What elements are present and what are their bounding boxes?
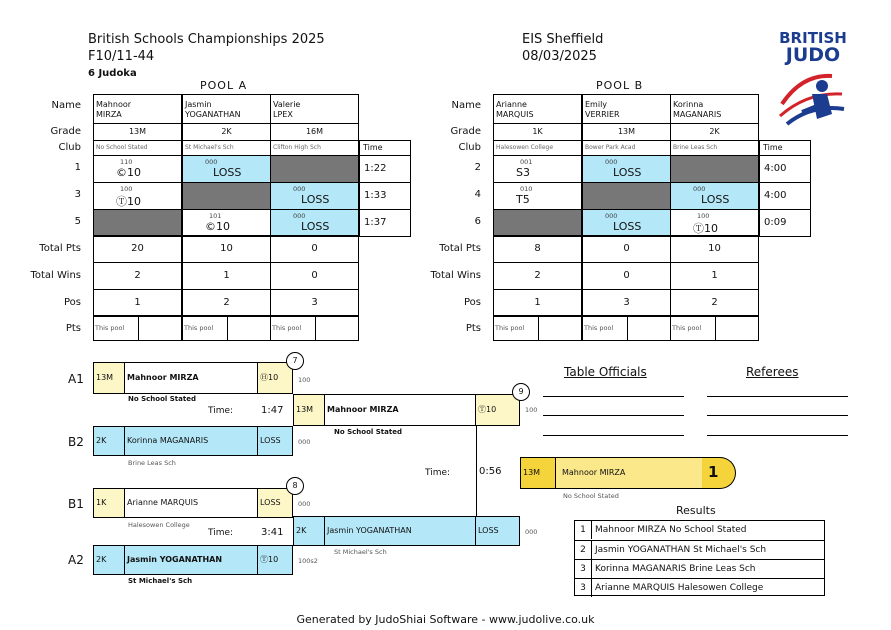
result-text: Mahnoor MIRZA No School Stated (595, 525, 747, 535)
footer-credit: Generated by JudoShiai Software - www.judolive.co.uk (296, 613, 595, 626)
sf2-b-grade: 2K (96, 555, 107, 564)
player-name-first: Jasmin (185, 100, 212, 109)
match-7-badge: 7 (286, 352, 304, 370)
match-score: 000 (605, 212, 618, 220)
sf2-b-result: Ⓣ10 (260, 555, 279, 564)
total-pts: 20 (93, 235, 182, 263)
total-wins: 2 (93, 262, 182, 290)
position: 2 (182, 289, 271, 317)
pool-b-title: POOL B (596, 79, 644, 92)
player-name-last: MARQUIS (496, 110, 534, 119)
result-place: 1 (575, 521, 592, 539)
total-pts: 10 (182, 235, 271, 263)
match-score: 000 (693, 185, 706, 193)
final-a-club: No School Stated (334, 428, 402, 436)
sf2-a-name-box (124, 488, 258, 518)
sf2-a-grade: 1K (96, 498, 107, 507)
sf2-b-club: St Michael's Sch (128, 577, 193, 585)
match-result: S3 (516, 166, 530, 179)
this-pool-cell: This pool (493, 315, 539, 341)
player-name-last: MIRZA (96, 110, 122, 119)
player-name-last: VERRIER (585, 110, 620, 119)
sf2-a-name: Arianne MARQUIS (127, 498, 199, 507)
pts-label: Pts (65, 323, 81, 334)
signature-line (707, 415, 848, 416)
sf2-b-name: Jasmin YOGANATHAN (127, 555, 223, 564)
table-officials-heading: Table Officials (564, 365, 647, 379)
sf2-b-name-box (124, 545, 258, 575)
player-name-first: Valerie (273, 100, 301, 109)
final-time: 0:56 (479, 466, 502, 477)
this-pool-cell: This pool (582, 315, 628, 341)
match-score: 001 (520, 158, 533, 166)
match-result: ©10 (116, 166, 141, 179)
winner-club: No School Stated (563, 492, 619, 500)
position: 1 (93, 289, 182, 317)
pts-label: Pts (465, 323, 481, 334)
pool-a-title: POOL A (200, 79, 248, 92)
match-result: LOSS (301, 220, 330, 233)
player-name-first: Mahnoor (96, 100, 132, 109)
time-header: Time (759, 140, 811, 156)
winner-place: 1 (708, 463, 719, 481)
result-text: Arianne MARQUIS Halesowen College (595, 583, 764, 593)
player-name-first: Emily (585, 100, 608, 109)
name-label: Name (51, 100, 81, 111)
match-number: 1 (74, 162, 81, 173)
sf1-time-label: Time: (208, 406, 234, 416)
this-pool-cell: This pool (270, 315, 316, 341)
final-a-name-box (324, 394, 476, 426)
final-a-grade-box (293, 394, 325, 426)
final-b-grade: 2K (296, 526, 307, 535)
match-number: 4 (474, 189, 481, 200)
match-result: LOSS (701, 193, 730, 206)
seed-b1: B1 (68, 497, 84, 511)
match-8-badge: 8 (286, 477, 304, 495)
match-score: 110 (120, 158, 133, 166)
final-b-result: LOSS (478, 526, 499, 535)
player-2-grade: 2K (182, 123, 271, 141)
total-pts: 0 (270, 235, 359, 263)
player-name-last: MAGANARIS (673, 110, 722, 119)
player-3-grade: 2K (670, 123, 759, 141)
match-score: 100 (697, 212, 710, 220)
final-a-score: 100 (525, 406, 538, 414)
match-result: LOSS (213, 166, 242, 179)
sf2-b-score: 100s2 (298, 557, 318, 565)
sf1-b-score: 000 (298, 438, 311, 446)
player-1-club: Halesowen College (493, 140, 582, 156)
event-title: British Schools Championships 2025 (88, 32, 325, 47)
total-pts: 10 (670, 235, 759, 263)
final-b-club: St Michael's Sch (334, 548, 387, 556)
player-name-last: YOGANATHAN (185, 110, 241, 119)
sf1-b-club: Brine Leas Sch (128, 459, 176, 467)
sf2-time: 3:41 (261, 527, 284, 538)
player-3-club: Clifton High Sch (270, 140, 359, 156)
sf2-a-result-box (257, 488, 293, 518)
match-score: 000 (293, 185, 306, 193)
sf1-a-score: 100 (298, 376, 311, 384)
match-time: 4:00 (759, 182, 811, 210)
signature-line (543, 435, 684, 436)
final-time-label: Time: (425, 468, 451, 478)
sf2-a-grade-box (93, 488, 125, 518)
final-b-result-box (475, 516, 520, 546)
result-place: 3 (575, 579, 592, 597)
total-pts-label: Total Pts (439, 243, 481, 254)
sf2-time-label: Time: (208, 528, 234, 538)
sf1-b-grade-box (93, 426, 125, 456)
winner-name-box (555, 457, 703, 489)
sf1-a-name: Mahnoor MIRZA (127, 373, 199, 382)
signature-line (707, 435, 848, 436)
player-1-club: No School Stated (93, 140, 182, 156)
sf1-b-name-box (124, 426, 258, 456)
final-b-name: Jasmin YOGANATHAN (327, 526, 412, 535)
sf1-time: 1:47 (261, 405, 284, 416)
position: 1 (493, 289, 582, 317)
time-header: Time (359, 140, 411, 156)
total-pts: 0 (582, 235, 671, 263)
logo-line1: BRITISH (779, 29, 847, 47)
final-a-result-box (475, 394, 520, 426)
player-name-first: Arianne (496, 100, 527, 109)
final-b-grade-box (293, 516, 325, 546)
referees-heading: Referees (746, 365, 799, 379)
total-pts: 8 (493, 235, 582, 263)
sf2-a-score: 000 (298, 500, 311, 508)
match-time: 4:00 (759, 155, 811, 183)
club-label: Club (58, 142, 81, 153)
player-name-first: Korinna (673, 100, 704, 109)
judoka-count: 6 Judoka (88, 68, 137, 79)
signature-line (543, 396, 684, 397)
final-b-name-box (324, 516, 476, 546)
sf1-a-name-box (124, 362, 258, 394)
sf1-a-club: No School Stated (128, 395, 196, 403)
player-2-club: St Michael's Sch (182, 140, 271, 156)
match-score: 000 (293, 212, 306, 220)
match-result: Ⓣ10 (693, 222, 718, 235)
club-label: Club (458, 142, 481, 153)
sf2-a-result: LOSS (260, 498, 281, 507)
match-result: LOSS (613, 220, 642, 233)
match-score: 100 (120, 185, 133, 193)
result-place: 3 (575, 560, 592, 578)
signature-line (707, 396, 848, 397)
sf1-b-name: Korinna MAGANARIS (127, 436, 209, 445)
player-name-last: LPEX (273, 110, 293, 119)
match-number: 6 (474, 216, 481, 227)
total-wins-label: Total Wins (430, 270, 481, 281)
position: 2 (670, 289, 759, 317)
event-date: 08/03/2025 (522, 49, 597, 64)
this-pool-cell: This pool (182, 315, 228, 341)
match-result: LOSS (301, 193, 330, 206)
final-a-grade: 13M (296, 405, 314, 414)
player-1-grade: 13M (93, 123, 182, 141)
total-wins: 1 (670, 262, 759, 290)
total-wins: 1 (182, 262, 271, 290)
position: 3 (270, 289, 359, 317)
grade-label: Grade (50, 126, 81, 137)
total-wins: 2 (493, 262, 582, 290)
total-pts-label: Total Pts (39, 243, 81, 254)
sf1-a-grade: 13M (96, 373, 114, 382)
match-score: 000 (605, 158, 618, 166)
total-wins: 0 (270, 262, 359, 290)
sf2-b-grade-box (93, 545, 125, 575)
results-table (574, 520, 825, 596)
results-row (575, 578, 824, 597)
connector-line (476, 426, 477, 516)
position-label: Pos (63, 297, 81, 308)
match-number: 3 (74, 189, 81, 200)
seed-a1: A1 (68, 372, 84, 386)
sf1-b-grade: 2K (96, 436, 107, 445)
player-3-grade: 16M (270, 123, 359, 141)
sf2-b-result-box (257, 545, 293, 575)
match-result: LOSS (613, 166, 642, 179)
seed-b2: B2 (68, 435, 84, 449)
final-a-name: Mahnoor MIRZA (327, 405, 399, 414)
match-score: 101 (209, 212, 222, 220)
category-label: F10/11-44 (88, 49, 155, 64)
results-heading: Results (676, 504, 716, 517)
position-label: Pos (463, 297, 481, 308)
sf1-b-result-box (257, 426, 293, 456)
name-label: Name (451, 100, 481, 111)
sf1-b-result: LOSS (260, 436, 281, 445)
results-row (575, 559, 824, 578)
sf1-a-grade-box (93, 362, 125, 394)
match-9-badge: 9 (512, 383, 530, 401)
player-1-grade: 1K (493, 123, 582, 141)
match-number: 2 (474, 162, 481, 173)
sf2-a-club: Halesowen College (128, 521, 190, 529)
player-3-club: Brine Leas Sch (670, 140, 759, 156)
this-pool-cell: This pool (93, 315, 139, 341)
match-time: 1:37 (359, 209, 411, 237)
match-result: T5 (516, 193, 530, 206)
match-time: 1:33 (359, 182, 411, 210)
match-result: ©10 (205, 220, 230, 233)
signature-line (543, 415, 684, 416)
winner-place-box (702, 457, 736, 489)
grade-label: Grade (450, 126, 481, 137)
total-wins-label: Total Wins (30, 270, 81, 281)
results-row (575, 540, 824, 559)
results-row (575, 521, 824, 540)
position: 3 (582, 289, 671, 317)
this-pool-cell: This pool (670, 315, 716, 341)
final-a-result: Ⓣ10 (478, 405, 497, 414)
match-time: 0:09 (759, 209, 811, 237)
logo-line2: JUDO (785, 44, 841, 66)
result-text: Korinna MAGANARIS Brine Leas Sch (595, 564, 756, 574)
final-b-score: 000 (525, 528, 538, 536)
result-text: Jasmin YOGANATHAN St Michael's Sch (595, 545, 767, 555)
sf1-a-result: Ⓗ10 (260, 373, 279, 382)
winner-grade-box (520, 457, 556, 489)
match-score: 000 (205, 158, 218, 166)
venue: EIS Sheffield (522, 32, 604, 47)
winner-grade: 13M (523, 468, 541, 477)
match-number: 5 (74, 216, 81, 227)
player-2-grade: 13M (582, 123, 671, 141)
match-score: 010 (520, 185, 533, 193)
seed-a2: A2 (68, 553, 84, 567)
result-place: 2 (575, 541, 592, 559)
player-2-club: Bower Park Acad (582, 140, 671, 156)
match-time: 1:22 (359, 155, 411, 183)
total-wins: 0 (582, 262, 671, 290)
winner-name: Mahnoor MIRZA (562, 468, 626, 477)
match-result: Ⓣ10 (116, 195, 141, 208)
